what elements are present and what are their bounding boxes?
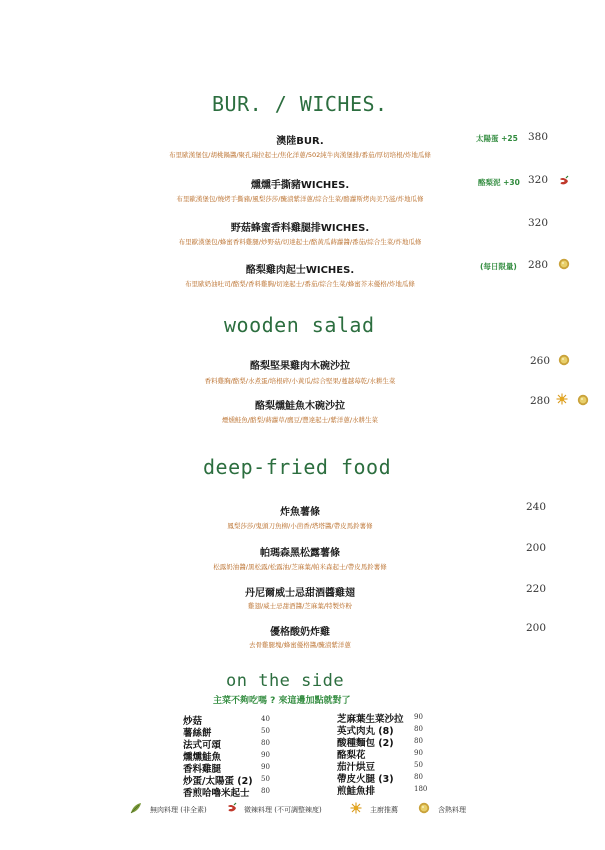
side-item-price: 90 [261, 751, 270, 759]
side-item-price: 80 [261, 739, 270, 747]
menu-item-desc: 布里歐奶油吐司/酪梨/香料雞胸/切達起士/番茄/綜合生菜/蜂蜜芥末優格/炸地瓜條 [185, 280, 415, 288]
menu-item-name: 澳陸BUR. [276, 136, 324, 147]
legend-label-spicy: 微辣料理 (不可調整辣度) [244, 806, 322, 814]
legend-label-chef: 主廚推薦 [370, 806, 398, 814]
side-item-name: 炒蛋/太陽蛋 (2) [183, 776, 253, 787]
menu-item-desc: 香料雞胸/酪梨/水煮蛋/培根碎/小黃瓜/綜合堅果/蔓越莓乾/水耕生菜 [204, 377, 396, 385]
side-item-price: 40 [261, 715, 270, 723]
side-item-price: 50 [261, 727, 270, 735]
nut-icon [558, 258, 570, 270]
menu-item-name: 燻燻手撕豬WICHES. [250, 180, 350, 191]
chili-icon [226, 802, 238, 814]
side-item-name: 炒菇 [183, 716, 203, 727]
side-item-name: 英式肉丸 (8) [337, 726, 394, 737]
nut-icon [558, 354, 570, 366]
side-item-name: 茄汁烘豆 [337, 762, 376, 773]
menu-item-desc: 去骨雞腿塊/蜂蜜優格醬/醃漬紫洋蔥 [249, 641, 351, 649]
menu-item-desc: 煙燻鮭魚/酪梨/蒔蘿草/鷹豆/豐達起士/紫洋蔥/水耕生菜 [221, 416, 379, 424]
limited-label: (每日限量) [480, 262, 517, 271]
menu-item-price: 220 [526, 583, 547, 595]
menu-item-price: 200 [526, 622, 547, 634]
section-title-salad: wooden salad [224, 313, 375, 337]
side-item-price: 50 [414, 761, 423, 769]
side-item-price: 80 [414, 773, 423, 781]
addon-label: 太陽蛋 +25 [476, 134, 518, 143]
side-item-name: 法式可頌 [183, 740, 222, 751]
legend-label-vegetarian: 無肉料理 (非全素) [150, 806, 207, 814]
menu-item-desc: 布里歐漢堡包/蜂蜜香料雞腿/炒野菇/切達起士/酪黃瓜蒔蘿醬/番茄/綜合生菜/炸地瓜條 [178, 238, 422, 246]
menu-item-name: 帕瑪森黑松露薯條 [260, 548, 340, 559]
menu-item-price: 320 [528, 174, 549, 186]
star-icon [350, 802, 362, 814]
menu-item-price: 280 [528, 259, 549, 271]
menu-item-name: 丹尼爾威士忌甜酒醬雞翅 [245, 588, 355, 599]
side-item-price: 180 [414, 785, 428, 793]
side-item-price: 50 [261, 775, 270, 783]
side-item-price: 90 [414, 749, 423, 757]
menu-item-price: 380 [528, 131, 549, 143]
side-item-name: 香煎哈嚕米起士 [183, 788, 250, 799]
side-item-price: 80 [414, 725, 423, 733]
menu-item-price: 280 [530, 395, 551, 407]
nut-icon [418, 802, 430, 814]
menu-item-name: 炸魚薯條 [280, 507, 320, 518]
menu-item-name: 優格酸奶炸雞 [270, 627, 330, 638]
menu-item-desc: 布里歐漢堡包/燒烤手撕豬/風梨莎莎/醃漬紫洋蔥/綜合生菜/酪蘿斯烤肉美乃滋/炸地瓜條 [176, 195, 424, 203]
side-item-name: 薯絲餅 [183, 728, 212, 739]
section-title-side: on the side [226, 671, 345, 691]
menu-item-price: 260 [530, 355, 551, 367]
side-item-name: 芝麻葉生菜沙拉 [337, 714, 404, 725]
menu-item-desc: 雞翅/威士忌甜酒醬/芝麻葉/特製炸粉 [247, 602, 353, 610]
side-item-price: 80 [414, 737, 423, 745]
menu-item-price: 240 [526, 501, 547, 513]
side-item-name: 燻燻鮭魚 [183, 752, 222, 763]
menu-item-desc: 松露奶油醬/黑松露/松露油/芝麻葉/帕米森起士/帶皮馬鈴薯條 [213, 563, 387, 571]
side-item-price: 80 [261, 787, 270, 795]
side-item-price: 90 [261, 763, 270, 771]
menu-item-name: 酪梨堅果雞肉木碗沙拉 [250, 361, 350, 372]
side-subtitle: 主菜不夠吃嗎 ? 來這邊加點就對了 [213, 696, 351, 706]
menu-item-desc: 布里歐漢堡包/胡桃鍋醬/聚孔瑞拉起士/焦化洋蔥/502純牛肉漢堡排/番茄/厚切培根/炸地瓜條 [169, 151, 431, 159]
menu-item-name: 野菇蜂蜜香料雞腿排WICHES. [230, 223, 370, 234]
side-item-name: 煎鮭魚排 [337, 786, 376, 797]
addon-label: 酪梨泥 +30 [478, 178, 520, 187]
section-title-fried: deep-fried food [203, 455, 392, 479]
side-item-name: 酸種麵包 (2) [337, 738, 394, 749]
chili-icon [558, 175, 570, 187]
menu-item-desc: 鳳梨莎莎/鬼頭刀魚柳/小茴香/塔塔醬/帶皮馬鈴薯條 [227, 522, 373, 530]
side-item-name: 帶皮火腿 (3) [337, 774, 394, 785]
nut-icon [577, 394, 589, 406]
menu-item-price: 200 [526, 542, 547, 554]
legend-label-nut: 含熱料理 [438, 806, 466, 814]
menu-item-price: 320 [528, 217, 549, 229]
side-item-price: 90 [414, 713, 423, 721]
menu-item-name: 酪梨雞肉起士WICHES. [245, 265, 355, 276]
side-item-name: 香料雞腿 [183, 764, 222, 775]
leaf-icon [130, 802, 142, 814]
section-title-burger: BUR. / WICHES. [212, 92, 388, 116]
side-item-name: 酪梨花 [337, 750, 366, 761]
star-icon [556, 393, 568, 405]
menu-item-name: 酪梨燻鮭魚木碗沙拉 [255, 401, 345, 412]
